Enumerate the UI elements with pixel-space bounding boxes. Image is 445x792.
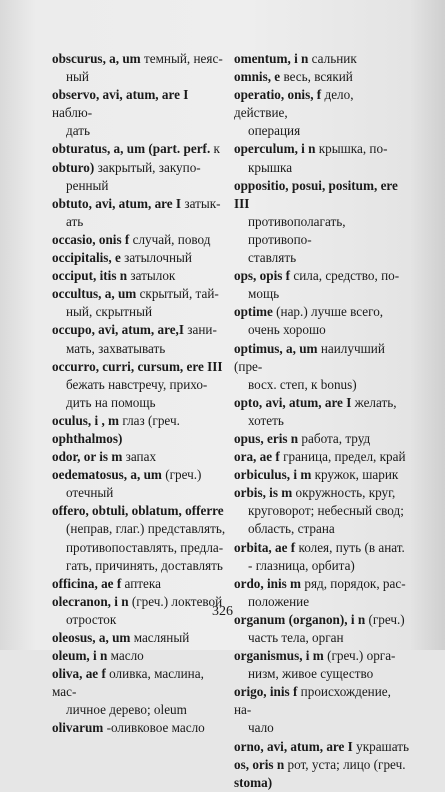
translation: гать, причинять, доставлять bbox=[66, 557, 223, 573]
translation: (греч.) локтевой bbox=[128, 593, 223, 609]
dictionary-line bbox=[52, 448, 227, 466]
translation: кружок, шарик bbox=[311, 467, 399, 483]
translation: (греч.) bbox=[161, 467, 202, 483]
dictionary-line bbox=[52, 701, 227, 719]
translation: оливка, маслина, мас- bbox=[52, 666, 204, 700]
translation: круговорот; небесный свод; bbox=[248, 503, 404, 519]
translation: колея, путь (в анат. bbox=[295, 539, 405, 555]
dictionary-line bbox=[234, 68, 410, 86]
translation: затылок bbox=[127, 268, 176, 284]
dictionary-line bbox=[234, 629, 410, 647]
headword: oliva, ae f bbox=[52, 666, 106, 682]
translation: очень хорошо bbox=[248, 322, 326, 338]
headword: observo, avi, atum, are I bbox=[52, 87, 189, 103]
headword: organum (organon), i n bbox=[234, 611, 366, 627]
dictionary-line bbox=[52, 466, 227, 484]
dictionary-line bbox=[234, 575, 410, 593]
translation: ать bbox=[66, 213, 84, 229]
translation: (неправ, глаг.) представлять, bbox=[66, 521, 226, 537]
headword: oleosus, a, um bbox=[52, 630, 131, 645]
headword: organismus, i m bbox=[234, 648, 324, 664]
translation: граница, предел, край bbox=[279, 449, 406, 465]
translation: затылочный bbox=[120, 250, 192, 266]
dictionary-line bbox=[52, 213, 227, 231]
translation: крышка, по- bbox=[315, 141, 388, 157]
translation: закрытый, закупо- bbox=[94, 159, 201, 175]
dictionary-line bbox=[234, 484, 410, 502]
dictionary-line bbox=[52, 376, 227, 394]
dictionary-line bbox=[52, 719, 227, 737]
dictionary-line bbox=[234, 430, 410, 448]
headword: oleum, i n bbox=[52, 648, 108, 664]
headword: orbis, is m bbox=[234, 485, 293, 501]
translation: отечный bbox=[66, 485, 114, 501]
dictionary-line bbox=[52, 340, 227, 358]
headword: oedematosus, a, um bbox=[52, 467, 162, 483]
headword: occultus, a, um bbox=[52, 286, 137, 302]
headword: olecranon, i n bbox=[52, 593, 129, 609]
headword: occasio, onis f bbox=[52, 231, 130, 247]
dictionary-line bbox=[52, 430, 227, 448]
dictionary-line bbox=[52, 231, 227, 249]
translation: запах bbox=[122, 449, 157, 465]
translation: работа, труд bbox=[298, 430, 371, 446]
dictionary-line bbox=[52, 122, 227, 140]
translation: ренный bbox=[66, 177, 109, 193]
translation: область, страна bbox=[248, 521, 335, 537]
dictionary-line bbox=[234, 520, 410, 538]
dictionary-line bbox=[234, 321, 410, 339]
dictionary-line bbox=[234, 466, 410, 484]
translation: глаз (греч. bbox=[119, 412, 180, 428]
translation: масляный bbox=[130, 630, 190, 645]
dictionary-line bbox=[52, 575, 227, 593]
dictionary-line bbox=[52, 412, 227, 430]
translation: темный, неяс- bbox=[140, 51, 223, 66]
dictionary-line bbox=[234, 140, 410, 158]
dictionary-line bbox=[234, 285, 410, 303]
translation: масло bbox=[107, 648, 144, 664]
dictionary-line bbox=[234, 303, 410, 321]
dictionary-line bbox=[52, 520, 227, 538]
headword: occipitalis, e bbox=[52, 250, 121, 266]
headword: offero, obtuli, oblatum, offerre bbox=[52, 503, 224, 519]
headword: ora, ae f bbox=[234, 449, 280, 465]
translation: дить на помощь bbox=[66, 394, 156, 410]
headword: origo, inis f bbox=[234, 684, 298, 700]
dictionary-line bbox=[234, 774, 410, 792]
dictionary-line bbox=[234, 719, 410, 737]
dictionary-line bbox=[52, 159, 227, 177]
headword: obscurus, a, um bbox=[52, 51, 141, 66]
dictionary-line bbox=[234, 412, 410, 430]
dictionary-line bbox=[52, 484, 227, 502]
dictionary-line bbox=[52, 140, 227, 158]
translation: часть тела, орган bbox=[248, 630, 344, 645]
headword: omentum, i n bbox=[234, 51, 309, 66]
headword: obturatus, a, um (part. perf. bbox=[52, 141, 211, 157]
translation: затык- bbox=[181, 195, 221, 211]
translation: (греч.) орга- bbox=[323, 648, 396, 664]
dictionary-line bbox=[234, 159, 410, 177]
translation: личное дерево; oleum bbox=[66, 702, 187, 718]
headword: obtuto, avi, atum, are I bbox=[52, 195, 182, 211]
translation: сила, средство, по- bbox=[290, 268, 400, 284]
translation: бежать навстречу, прихо- bbox=[66, 376, 208, 392]
dictionary-line bbox=[234, 122, 410, 140]
headword: obturo) bbox=[52, 159, 95, 175]
dictionary-line bbox=[52, 68, 227, 86]
headword: orno, avi, atum, are I bbox=[234, 738, 353, 754]
dictionary-line bbox=[52, 285, 227, 303]
dictionary-line bbox=[52, 502, 227, 520]
translation: наблю- bbox=[52, 105, 93, 121]
dictionary-line bbox=[234, 683, 410, 719]
translation: восх. степ, к bonus) bbox=[248, 376, 357, 392]
headword: omnis, e bbox=[234, 69, 281, 85]
headword: odor, or is m bbox=[52, 449, 123, 465]
left-column bbox=[52, 50, 227, 738]
translation: случай, повод bbox=[129, 231, 211, 247]
headword: opto, avi, atum, are I bbox=[234, 394, 352, 410]
translation: украшать bbox=[352, 738, 410, 754]
translation: наилучший (пре- bbox=[234, 340, 385, 374]
dictionary-line bbox=[52, 303, 227, 321]
translation: - глазница, орбита) bbox=[248, 557, 355, 573]
dictionary-line bbox=[234, 738, 410, 756]
headword: os, oris n bbox=[234, 756, 285, 772]
dictionary-line bbox=[52, 629, 227, 647]
dictionary-line bbox=[52, 358, 227, 376]
dictionary-line bbox=[234, 376, 410, 394]
headword: officina, ae f bbox=[52, 575, 122, 591]
dictionary-line bbox=[234, 665, 410, 683]
translation: дать bbox=[66, 123, 90, 139]
translation: рот, уста; лицо (греч. bbox=[284, 756, 406, 772]
headword: orbiculus, i m bbox=[234, 467, 312, 483]
translation: противополагать, противопо- bbox=[248, 213, 346, 247]
dictionary-line bbox=[234, 267, 410, 285]
translation: дело, действие, bbox=[234, 87, 354, 121]
dictionary-line bbox=[234, 86, 410, 122]
translation: мать, захватывать bbox=[66, 340, 166, 356]
headword: oculus, i , m bbox=[52, 412, 120, 428]
translation: ставлять bbox=[248, 250, 297, 266]
translation: хотеть bbox=[248, 412, 284, 428]
dictionary-line bbox=[234, 340, 410, 376]
dictionary-line bbox=[234, 394, 410, 412]
dictionary-line bbox=[234, 213, 410, 249]
translation: происхождение, на- bbox=[234, 684, 391, 718]
dictionary-line bbox=[52, 195, 227, 213]
dictionary-line bbox=[234, 756, 410, 774]
headword: opus, eris n bbox=[234, 430, 299, 446]
page-number: 326 bbox=[212, 604, 233, 619]
translation: к bbox=[210, 141, 220, 157]
translation: весь, всякий bbox=[280, 69, 353, 85]
dictionary-line bbox=[52, 86, 227, 122]
translation: отросток bbox=[66, 611, 117, 627]
translation: сальник bbox=[308, 51, 357, 66]
dictionary-line bbox=[52, 321, 227, 339]
headword: operculum, i n bbox=[234, 141, 316, 157]
headword: operatio, onis, f bbox=[234, 87, 322, 103]
dictionary-line bbox=[52, 177, 227, 195]
translation: низм, живое существо bbox=[248, 666, 374, 682]
headword: olivarum bbox=[52, 720, 104, 736]
translation: противопоставлять, предла- bbox=[66, 539, 224, 555]
headword: occiput, itis n bbox=[52, 268, 128, 284]
translation: -оливковое масло bbox=[103, 720, 205, 736]
headword: stoma) bbox=[234, 774, 273, 790]
dictionary-line bbox=[52, 50, 227, 68]
translation: мощь bbox=[248, 286, 280, 302]
headword: oppositio, posui, positum, ere III bbox=[234, 177, 398, 211]
dictionary-line bbox=[234, 557, 410, 575]
translation: положение bbox=[248, 593, 310, 609]
dictionary-line bbox=[234, 502, 410, 520]
translation: аптека bbox=[121, 575, 161, 591]
headword: optimus, a, um bbox=[234, 340, 318, 356]
headword: ordo, inis m bbox=[234, 575, 302, 591]
dictionary-line bbox=[52, 249, 227, 267]
headword: occurro, curri, cursum, ere III bbox=[52, 358, 223, 374]
translation: ный bbox=[66, 69, 89, 85]
dictionary-line bbox=[52, 394, 227, 412]
translation: операция bbox=[248, 123, 301, 139]
translation: ряд, порядок, рас- bbox=[301, 575, 406, 591]
translation: зани- bbox=[184, 322, 217, 338]
headword: ophthalmos) bbox=[52, 430, 123, 446]
headword: orbita, ae f bbox=[234, 539, 296, 555]
translation: крышка bbox=[248, 159, 293, 175]
translation: скрытый, тай- bbox=[136, 286, 219, 302]
dictionary-line bbox=[234, 177, 410, 213]
translation: (греч.) bbox=[365, 611, 405, 627]
translation: окружность, круг, bbox=[292, 485, 396, 501]
translation: чало bbox=[248, 720, 274, 736]
dictionary-line bbox=[52, 267, 227, 285]
headword: occupo, avi, atum, are,I bbox=[52, 322, 184, 338]
dictionary-line bbox=[52, 557, 227, 575]
headword: ops, opis f bbox=[234, 268, 291, 284]
translation: желать, bbox=[351, 394, 397, 410]
dictionary-line bbox=[52, 665, 227, 701]
dictionary-line bbox=[234, 539, 410, 557]
translation: ный, скрытный bbox=[66, 304, 153, 320]
headword: optime bbox=[234, 304, 273, 320]
dictionary-line bbox=[234, 50, 410, 68]
dictionary-line bbox=[234, 448, 410, 466]
dictionary-line bbox=[52, 539, 227, 557]
translation: (нар.) лучше всего, bbox=[272, 304, 384, 320]
right-column bbox=[234, 50, 410, 792]
dictionary-line bbox=[234, 249, 410, 267]
